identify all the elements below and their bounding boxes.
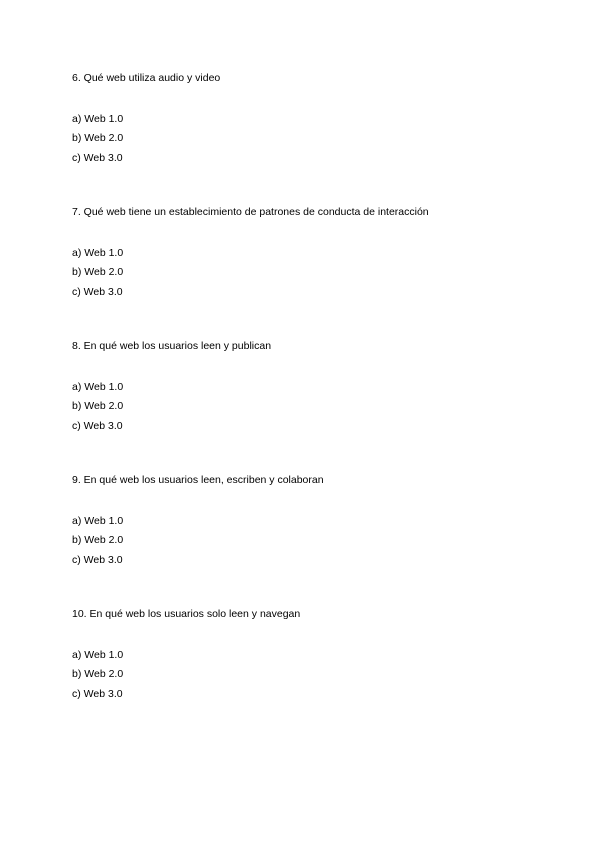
- option-list: [72, 110, 572, 168]
- question-9: [72, 474, 572, 570]
- option-a: a) Web 1.0: [72, 649, 124, 661]
- question-text: 7. Qué web tiene un establecimiento de patrones de conducta de interacción: [72, 206, 429, 218]
- question-text: 8. En qué web los usuarios leen y publican: [72, 340, 272, 352]
- option-b: b) Web 2.0: [72, 266, 124, 279]
- question-8: [72, 340, 572, 436]
- option-c: c) Web 3.0: [72, 687, 123, 700]
- option-c: c) Web 3.0: [72, 151, 123, 164]
- question-text: 9. En qué web los usuarios leen, escriben y colaboran: [72, 474, 324, 486]
- question-7: [72, 206, 572, 302]
- question-6: [72, 72, 572, 168]
- option-a: a) Web 1.0: [72, 381, 124, 393]
- option-b: b) Web 2.0: [72, 400, 124, 413]
- question-text: 6. Qué web utiliza audio y video: [72, 72, 221, 84]
- option-list: [72, 244, 572, 302]
- option-list: [72, 646, 572, 704]
- option-a: a) Web 1.0: [72, 113, 124, 125]
- option-c: c) Web 3.0: [72, 419, 123, 432]
- option-b: b) Web 2.0: [72, 668, 124, 681]
- option-c: c) Web 3.0: [72, 285, 123, 298]
- option-c: c) Web 3.0: [72, 553, 123, 566]
- option-a: a) Web 1.0: [72, 247, 124, 259]
- option-list: [72, 378, 572, 436]
- option-a: a) Web 1.0: [72, 515, 124, 527]
- option-list: [72, 512, 572, 570]
- option-b: b) Web 2.0: [72, 132, 124, 145]
- question-text: 10. En qué web los usuarios solo leen y navegan: [72, 608, 301, 620]
- question-10: [72, 608, 572, 704]
- option-b: b) Web 2.0: [72, 534, 124, 547]
